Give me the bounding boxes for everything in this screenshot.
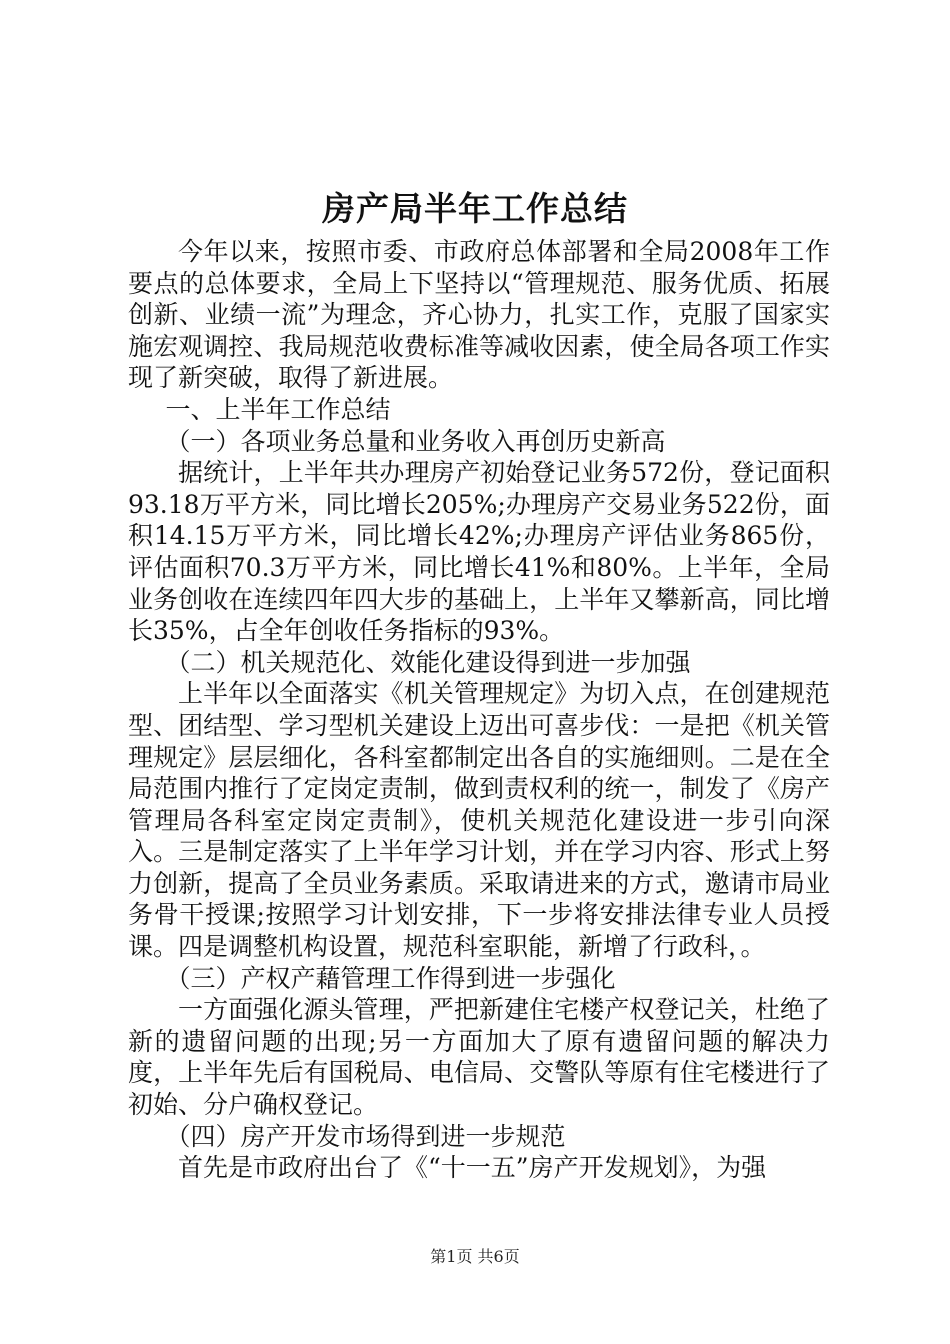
- paragraph-intro: 今年以来，按照市委、市政府总体部署和全局2008年工作要点的总体要求，全局上下坚持以“管理规范、服务优质、拓展创新、业绩一流”为理念，齐心协力，扎实工作，克服了国家实施宏观调控、我局规范收费标准等减收因素，使全局各项工作实现了新突破，取得了新进展。: [128, 237, 830, 393]
- section-heading-1: 一、上半年工作总结: [165, 394, 391, 424]
- page-footer: 第1页 共6页: [430, 1247, 520, 1266]
- document-body: [128, 236, 830, 1184]
- subsection-heading-2: （二）机关规范化、效能化建设得到进一步加强: [165, 647, 691, 677]
- paragraph-development: 首先是市政府出台了《“十一五”房产开发规划》，为强: [178, 1153, 767, 1183]
- paragraph-property-rights: 一方面强化源头管理，严把新建住宅楼产权登记关，杜绝了新的遗留问题的出现;另一方面加大了原有遗留问题的解决力度，上半年先后有国税局、电信局、交警队等原有住宅楼进行了初始、分户确权登记。: [128, 995, 830, 1120]
- paragraph-statistics: 据统计，上半年共办理房产初始登记业务572份，登记面积93.18万平方米，同比增长205%;办理房产交易业务522份，面积14.15万平方米，同比增长42%;办理房产评估业务865份，评估面积70.3万平方米，同比增长41%和80%。上半年，全局业务创收在连续四年四大步的基础上，上半年又攀新高，同比增长35%，占全年创收任务指标的93%。: [128, 458, 830, 646]
- subsection-heading-3: （三）产权产藉管理工作得到进一步强化: [165, 963, 616, 993]
- subsection-heading-1: （一）各项业务总量和业务收入再创历史新高: [165, 426, 666, 456]
- subsection-heading-4: （四）房产开发市场得到进一步规范: [165, 1121, 566, 1151]
- document-title: 房产局半年工作总结: [322, 189, 628, 228]
- paragraph-organization: 上半年以全面落实《机关管理规定》为切入点，在创建规范型、团结型、学习型机关建设上迈出可喜步伐：一是把《机关管理规定》层层细化，各科室都制定出各自的实施细则。二是在全局范围内推行了定岗定责制，做到责权利的统一，制发了《房产管理局各科室定岗定责制》，使机关规范化建设进一步引向深入。三是制定落实了上半年学习计划，并在学习内容、形式上努力创新，提高了全员业务素质。采取请进来的方式，邀请市局业务骨干授课;按照学习计划安排，下一步将安排法律专业人员授课。四是调整机构设置，规范科室职能，新增了行政科，。: [128, 679, 830, 962]
